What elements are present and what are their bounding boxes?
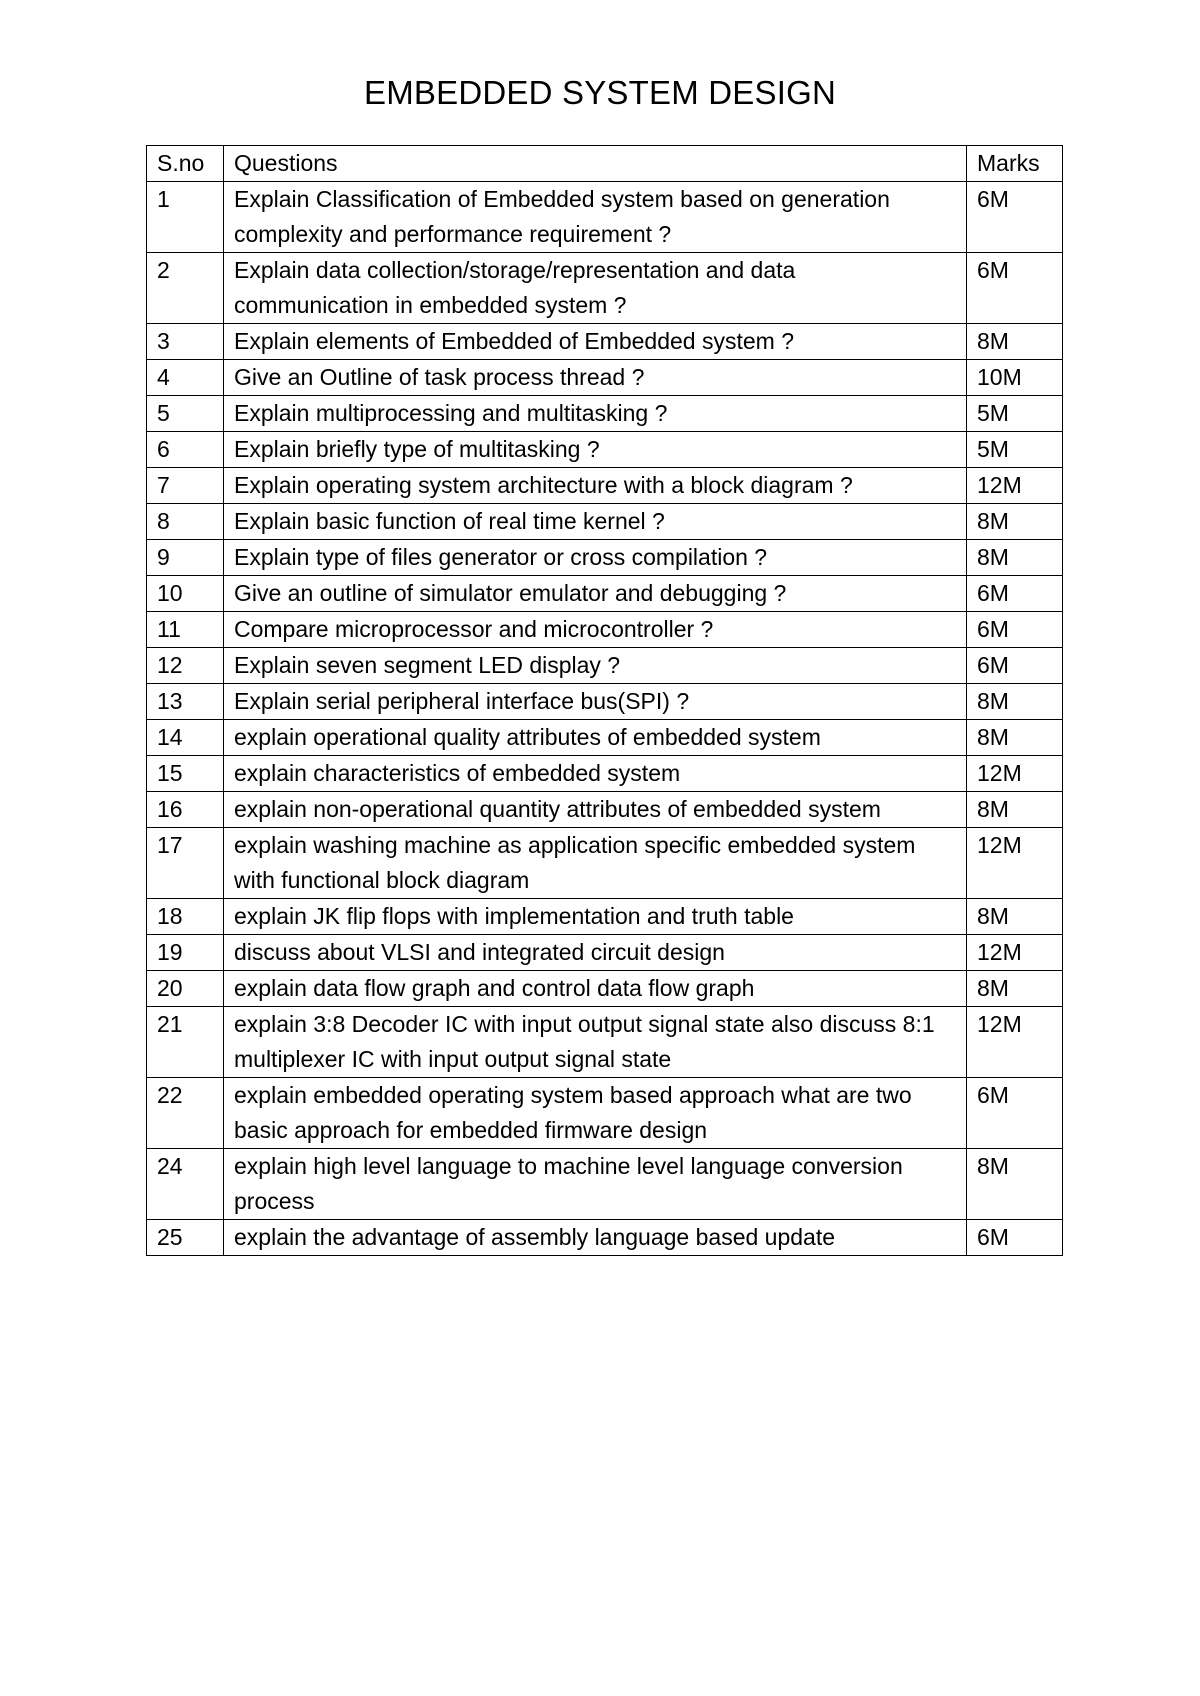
table-row [147, 612, 1063, 648]
cell-sno: 2 [147, 253, 224, 324]
cell-marks: 12M [967, 468, 1063, 504]
cell-marks: 12M [967, 935, 1063, 971]
cell-sno: 1 [147, 182, 224, 253]
cell-question: Compare microprocessor and microcontroller ? [224, 612, 967, 648]
table-row [147, 540, 1063, 576]
table-row [147, 182, 1063, 253]
cell-marks: 5M [967, 396, 1063, 432]
cell-sno: 20 [147, 971, 224, 1007]
cell-question: Explain Classification of Embedded system based on generation complexity and performance requirement ? [224, 182, 967, 253]
cell-sno: 6 [147, 432, 224, 468]
table-row [147, 1149, 1063, 1220]
table-row [147, 935, 1063, 971]
table-row [147, 504, 1063, 540]
cell-question: Explain elements of Embedded of Embedded system ? [224, 324, 967, 360]
cell-sno: 16 [147, 792, 224, 828]
cell-sno: 14 [147, 720, 224, 756]
table-row [147, 468, 1063, 504]
cell-sno: 13 [147, 684, 224, 720]
questions-table [146, 145, 1063, 1256]
table-row [147, 648, 1063, 684]
table-row [147, 684, 1063, 720]
cell-marks: 8M [967, 720, 1063, 756]
table-row [147, 432, 1063, 468]
cell-marks: 6M [967, 253, 1063, 324]
cell-marks: 8M [967, 324, 1063, 360]
table-row [147, 756, 1063, 792]
cell-marks: 6M [967, 1078, 1063, 1149]
table-row [147, 253, 1063, 324]
table-row [147, 899, 1063, 935]
cell-question: Explain basic function of real time kernel ? [224, 504, 967, 540]
table-row [147, 1078, 1063, 1149]
cell-marks: 10M [967, 360, 1063, 396]
cell-sno: 10 [147, 576, 224, 612]
cell-sno: 12 [147, 648, 224, 684]
cell-marks: 8M [967, 792, 1063, 828]
cell-marks: 12M [967, 756, 1063, 792]
cell-question: Explain briefly type of multitasking ? [224, 432, 967, 468]
header-questions: Questions [224, 146, 967, 182]
cell-marks: 8M [967, 899, 1063, 935]
table-header-row [147, 146, 1063, 182]
cell-sno: 4 [147, 360, 224, 396]
cell-marks: 6M [967, 1220, 1063, 1256]
table-body [147, 182, 1063, 1256]
cell-question: explain high level language to machine level language conversion process [224, 1149, 967, 1220]
table-row [147, 720, 1063, 756]
cell-marks: 8M [967, 504, 1063, 540]
cell-question: explain characteristics of embedded system [224, 756, 967, 792]
cell-sno: 8 [147, 504, 224, 540]
cell-marks: 8M [967, 684, 1063, 720]
cell-sno: 15 [147, 756, 224, 792]
table-row [147, 828, 1063, 899]
cell-question: explain non-operational quantity attributes of embedded system [224, 792, 967, 828]
cell-sno: 22 [147, 1078, 224, 1149]
cell-question: explain JK flip flops with implementation and truth table [224, 899, 967, 935]
cell-marks: 6M [967, 182, 1063, 253]
cell-marks: 6M [967, 612, 1063, 648]
cell-sno: 9 [147, 540, 224, 576]
cell-marks: 12M [967, 828, 1063, 899]
page-title: EMBEDDED SYSTEM DESIGN [364, 74, 836, 111]
table-row [147, 971, 1063, 1007]
cell-marks: 8M [967, 1149, 1063, 1220]
cell-marks: 6M [967, 648, 1063, 684]
cell-question: discuss about VLSI and integrated circuit design [224, 935, 967, 971]
cell-sno: 24 [147, 1149, 224, 1220]
cell-question: explain embedded operating system based approach what are two basic approach for embedded firmware design [224, 1078, 967, 1149]
cell-question: explain washing machine as application specific embedded system with functional block diagram [224, 828, 967, 899]
cell-sno: 25 [147, 1220, 224, 1256]
cell-marks: 8M [967, 971, 1063, 1007]
cell-question: Explain data collection/storage/representation and data communication in embedded system ? [224, 253, 967, 324]
cell-question: Explain type of files generator or cross compilation ? [224, 540, 967, 576]
cell-sno: 17 [147, 828, 224, 899]
cell-marks: 6M [967, 576, 1063, 612]
cell-question: Explain multiprocessing and multitasking ? [224, 396, 967, 432]
cell-marks: 12M [967, 1007, 1063, 1078]
cell-question: Explain operating system architecture with a block diagram ? [224, 468, 967, 504]
header-sno: S.no [147, 146, 224, 182]
table-row [147, 1007, 1063, 1078]
cell-sno: 5 [147, 396, 224, 432]
cell-question: explain 3:8 Decoder IC with input output signal state also discuss 8:1 multiplexer IC with input output signal state [224, 1007, 967, 1078]
cell-question: explain data flow graph and control data flow graph [224, 971, 967, 1007]
cell-sno: 7 [147, 468, 224, 504]
cell-question: Explain seven segment LED display ? [224, 648, 967, 684]
header-marks: Marks [967, 146, 1063, 182]
cell-question: Give an outline of simulator emulator and debugging ? [224, 576, 967, 612]
cell-marks: 8M [967, 540, 1063, 576]
cell-sno: 18 [147, 899, 224, 935]
cell-sno: 19 [147, 935, 224, 971]
table-row [147, 324, 1063, 360]
table-row [147, 1220, 1063, 1256]
table-row [147, 792, 1063, 828]
cell-sno: 3 [147, 324, 224, 360]
cell-sno: 11 [147, 612, 224, 648]
cell-question: Explain serial peripheral interface bus(SPI) ? [224, 684, 967, 720]
table-row [147, 576, 1063, 612]
cell-question: Give an Outline of task process thread ? [224, 360, 967, 396]
cell-question: explain operational quality attributes of embedded system [224, 720, 967, 756]
cell-sno: 21 [147, 1007, 224, 1078]
table-row [147, 360, 1063, 396]
cell-marks: 5M [967, 432, 1063, 468]
table-row [147, 396, 1063, 432]
cell-question: explain the advantage of assembly language based update [224, 1220, 967, 1256]
